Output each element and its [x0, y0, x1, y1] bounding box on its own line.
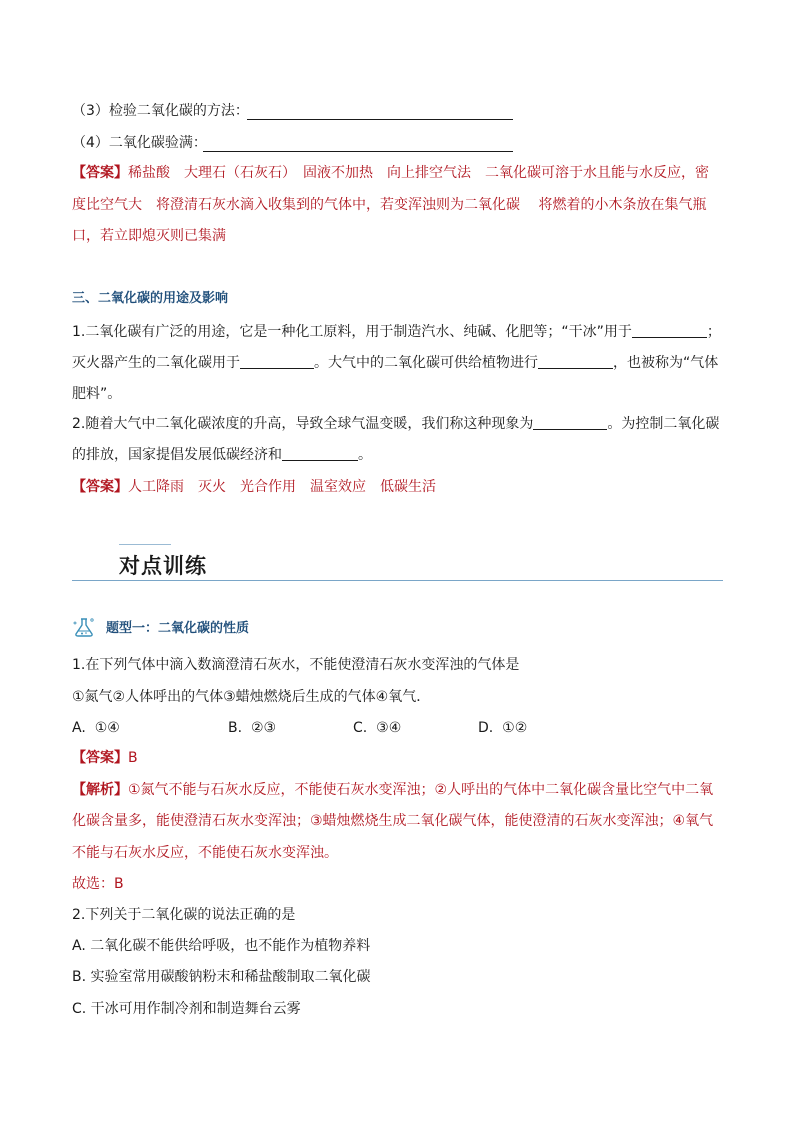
blank-dry-ice-use [632, 323, 707, 338]
type-1-title: 题型一：二氧化碳的性质 [106, 621, 250, 636]
question-1-stem: 1.在下列气体中滴入数滴澄清石灰水，不能使澄清石灰水变浑浊的气体是 [72, 657, 520, 673]
question-1-option-a [72, 718, 120, 738]
answer-value: B [128, 750, 138, 766]
question-1-analysis-line-3: 不能与石灰水反应，不能使石灰水变浑浊。 [72, 845, 338, 861]
question-1-analysis-line-2: 化碳含量多，能使澄清石灰水变浑浊；③蜡烛燃烧生成二氧化碳气体，能使澄清的石灰水变浑浊；④氧气 [72, 813, 714, 829]
option-text: ②③ [250, 720, 277, 736]
practice-heading: 对点训练 [119, 554, 207, 578]
analysis-tag: 【解析】 [72, 782, 128, 798]
heading-accent-line [119, 544, 171, 545]
p1-line-2-b: 。大气中的二氧化碳可供给植物进行 [314, 355, 538, 371]
p2-line-1-end: 。为控制二氧化碳 [607, 416, 720, 432]
heading-rule [72, 580, 723, 581]
question-2-option-c: C. 干冰可用作制冷剂和制造舞台云雾 [72, 1001, 301, 1017]
answer-block-1-line-1 [72, 163, 709, 183]
answer-block-1-line-3: 口，若立即熄灭则已集满 [72, 228, 226, 244]
section-3-p2-line-2 [72, 445, 372, 465]
question-4-label: （4）二氧化碳验满： [72, 135, 207, 151]
option-label: D. [478, 720, 494, 736]
question-1-option-c [353, 718, 401, 738]
section-3-p1-line-3: 肥料”。 [72, 386, 122, 402]
question-1-answer [72, 748, 138, 768]
option-label: A. [72, 720, 86, 736]
blank-phenomenon [533, 415, 607, 430]
p2-line-2-b: 。 [358, 447, 372, 463]
option-text: ①④ [94, 720, 120, 736]
question-2-option-b: B. 实验室常用碳酸钠粉末和稀盐酸制取二氧化碳 [72, 969, 371, 985]
option-text: ①② [502, 720, 528, 736]
blank-lifestyle [282, 446, 358, 461]
option-text: ③④ [376, 720, 402, 736]
p2-line-1-text: 2.随着大气中二氧化碳浓度的升高，导致全球气温变暖，我们称这种现象为 [72, 416, 534, 432]
blank-extinguisher-use [240, 354, 314, 369]
answer-block-1-line-2: 度比空气大 将澄清石灰水滴入收集到的气体中，若变浑浊则为二氧化碳 将燃着的小木条放在集气瓶 [72, 197, 707, 213]
question-3-answer-line [247, 119, 513, 120]
p1-line-2-a: 灭火器产生的二氧化碳用于 [72, 355, 240, 371]
analysis-text: ①氮气不能与石灰水反应，不能使石灰水变浑浊；②人呼出的气体中二氧化碳含量比空气中二氧 [128, 782, 714, 798]
option-label: B. [228, 720, 243, 736]
p1-line-2-c: ，也被称为“气体 [613, 355, 719, 371]
p2-line-2-a: 的排放，国家提倡发展低碳经济和 [72, 447, 282, 463]
question-1-option-d [478, 718, 527, 738]
section-3-p2-line-1 [72, 414, 719, 434]
question-1-option-b [228, 718, 276, 738]
question-1-items: ①氮气②人体呼出的气体③蜡烛燃烧后生成的气体④氧气． [72, 689, 431, 705]
p1-line-1-end: ； [706, 324, 721, 340]
option-label: C. [353, 720, 368, 736]
question-1-analysis-line-1 [72, 780, 713, 800]
blank-plant-process [538, 354, 613, 369]
answer-tag: 【答案】 [72, 165, 128, 181]
question-4-answer-line [203, 151, 513, 152]
flask-icon [72, 617, 96, 637]
answer-text: 人工降雨 灭火 光合作用 温室效应 低碳生活 [128, 479, 436, 495]
question-1-conclusion: 故选：B [72, 876, 124, 892]
answer-text: 稀盐酸 大理石（石灰石） 固液不加热 向上排空气法 二氧化碳可溶于水且能与水反应，密 [128, 165, 709, 181]
answer-block-2 [72, 477, 436, 497]
section-3-p1-line-2 [72, 353, 718, 373]
answer-tag: 【答案】 [72, 750, 128, 766]
section-3-p1-line-1 [72, 322, 721, 342]
answer-tag: 【答案】 [72, 479, 128, 495]
question-2-option-a: A. 二氧化碳不能供给呼吸，也不能作为植物养料 [72, 938, 371, 954]
question-2-stem: 2.下列关于二氧化碳的说法正确的是 [72, 907, 296, 923]
question-3-label: （3）检验二氧化碳的方法： [72, 103, 249, 119]
section-3-title: 三、二氧化碳的用途及影响 [72, 291, 229, 306]
p1-line-1-text: 1.二氧化碳有广泛的用途，它是一种化工原料，用于制造汽水、纯碱、化肥等；“干冰”用于 [72, 324, 632, 340]
